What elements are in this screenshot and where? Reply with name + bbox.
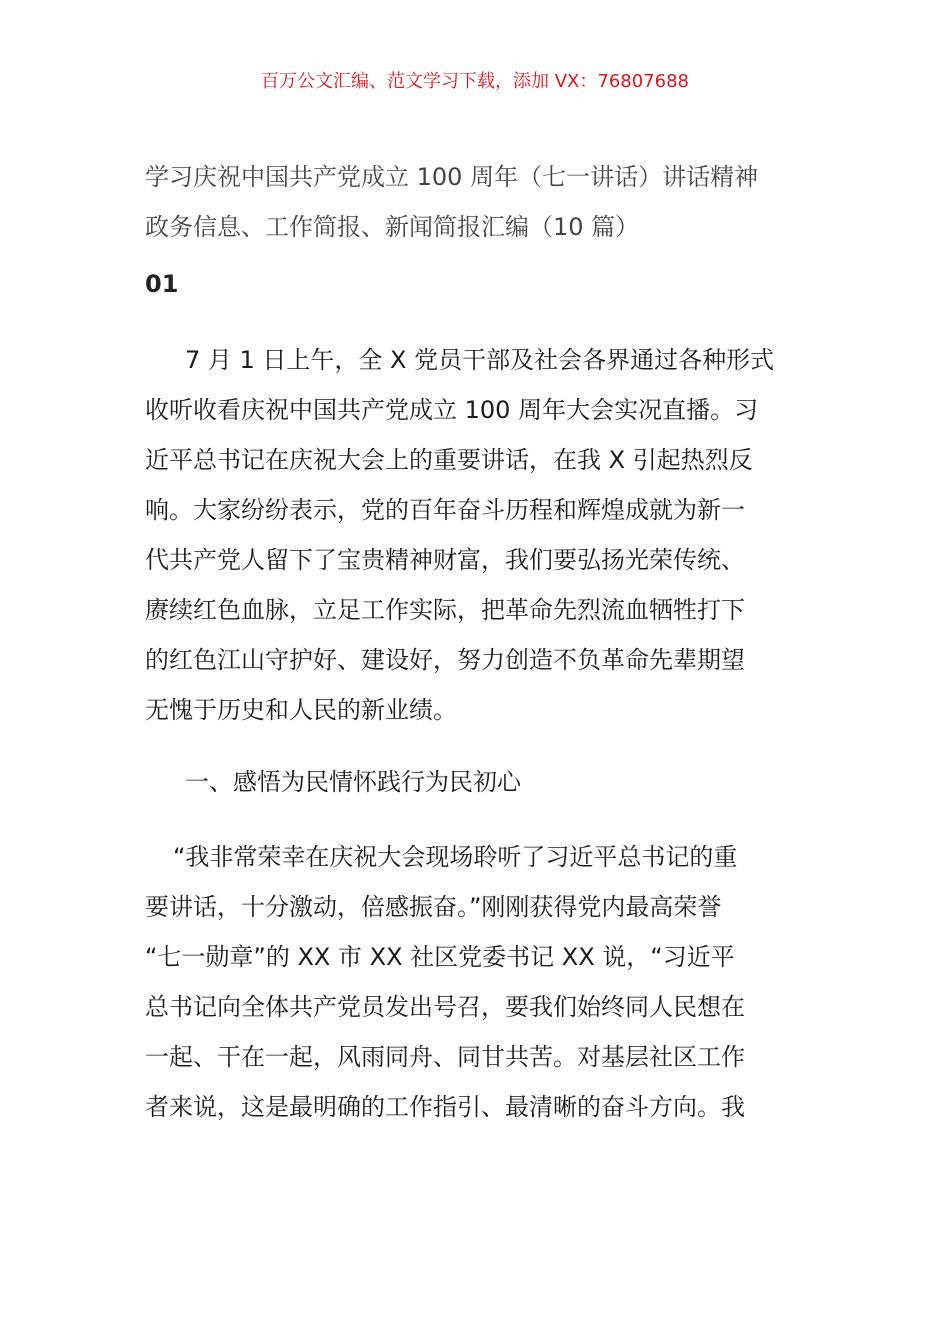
paragraph-line: 无愧于历史和人民的新业绩。 bbox=[145, 696, 457, 724]
paragraph-line: 的红色江山守护好、建设好，努力创造不负革命先辈期望 bbox=[145, 646, 745, 674]
title-line: 学习庆祝中国共产党成立 100 周年（七一讲话）讲话精神 bbox=[145, 163, 759, 191]
document-title bbox=[145, 152, 825, 252]
paragraph-line: 7 月 1 日上午，全 X 党员干部及社会各界通过各种形式 bbox=[185, 346, 775, 374]
paragraph-line: 响。大家纷纷表示，党的百年奋斗历程和辉煌成就为新一 bbox=[145, 496, 745, 524]
section-number: 01 bbox=[145, 270, 179, 298]
paragraph-line: 收听收看庆祝中国共产党成立 100 周年大会实况直播。习 bbox=[145, 396, 759, 424]
paragraph-line: 要讲话，十分激动，倍感振奋。”刚刚获得党内最高荣誉 bbox=[145, 893, 722, 921]
paragraph-line: “我非常荣幸在庆祝大会现场聆听了习近平总书记的重 bbox=[173, 843, 738, 871]
watermark-header: 百万公文汇编、范文学习下载，添加 VX：76807688 bbox=[261, 71, 689, 92]
paragraph-line: “七一勋章”的 XX 市 XX 社区党委书记 XX 说，“习近平 bbox=[145, 943, 735, 971]
paragraph-line: 近平总书记在庆祝大会上的重要讲话，在我 X 引起热烈反 bbox=[145, 446, 753, 474]
paragraph-2 bbox=[145, 832, 810, 1132]
paragraph-line: 者来说，这是最明确的工作指引、最清晰的奋斗方向。我 bbox=[145, 1093, 745, 1121]
paragraph-line: 赓续红色血脉，立足工作实际，把革命先烈流血牺牲打下 bbox=[145, 596, 745, 624]
paragraph-line: 总书记向全体共产党员发出号召，要我们始终同人民想在 bbox=[145, 993, 745, 1021]
title-line: 政务信息、工作简报、新闻简报汇编（10 篇） bbox=[145, 213, 640, 241]
section-heading: 一、感悟为民情怀践行为民初心 bbox=[185, 768, 521, 796]
paragraph-1 bbox=[145, 335, 810, 735]
paragraph-line: 一起、干在一起，风雨同舟、同甘共苦。对基层社区工作 bbox=[145, 1043, 745, 1071]
paragraph-line: 代共产党人留下了宝贵精神财富，我们要弘扬光荣传统、 bbox=[145, 546, 745, 574]
